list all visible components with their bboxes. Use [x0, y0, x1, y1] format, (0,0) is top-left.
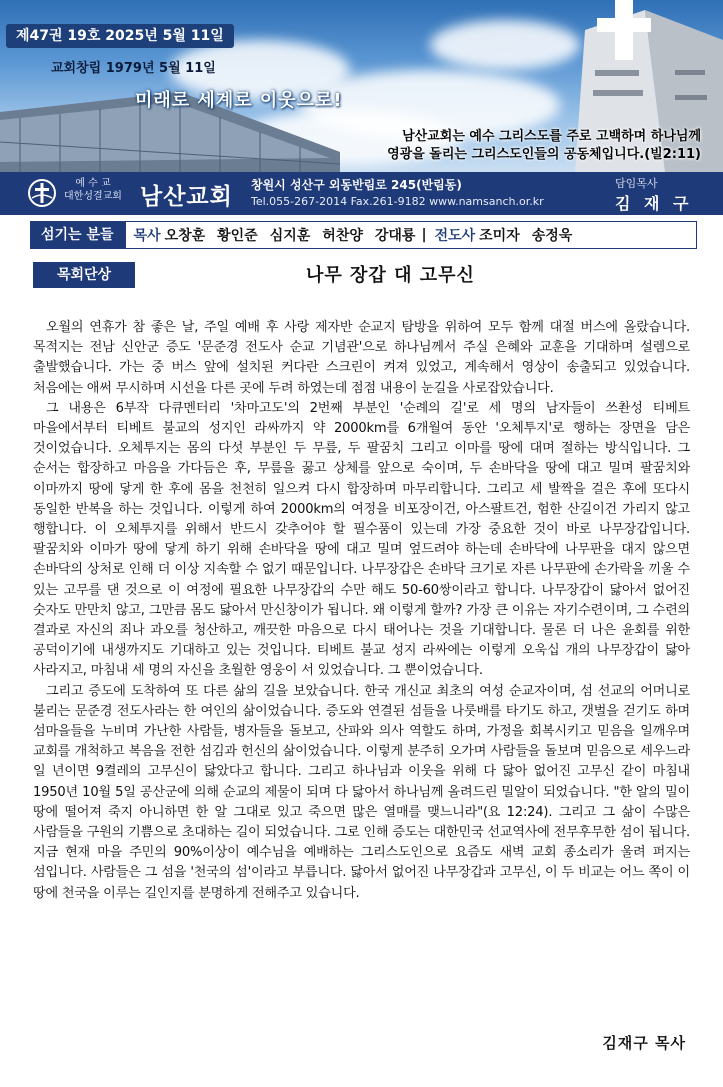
staff-name: 황인준: [217, 228, 258, 244]
denomination-line: 대한성결교회: [64, 191, 122, 202]
article-title: 나무 장갑 대 고무신: [306, 265, 475, 286]
issue-info: 제47권 19호 2025년 5월 11일: [6, 24, 234, 48]
staff-separator: |: [421, 227, 427, 243]
article-paragraph: 그 내용은 6부작 다큐멘터리 '차마고도'의 2번째 부분인 '순례의 길'로 세 명의 남자들이 쓰촨성 티베트 마을에서부터 티베트 불교의 성지인 라싸까지 약 2000km를 6개월여 동안 '오체투지'로 행하는 장면을 담은 것이었습니다. 오체투지는 몸의 다섯 부분인 두 무릎, 두 팔꿈치 그리고 이마를 땅에 대며 절하는 방식입니다. 그 순서는 합장하고 마음을 가다듬은 후, 무릎을 꿇고 상체를 앞으로 숙이며, 두 손바닥을 땅에 대고 밀며 팔꿈치와 이마까지 땅에 닿게 한 후에 몸을 천천히 일으켜 다시 합장하며 마무리합니다. 그리고 세 발짝을 걸은 후에 또다시 동일한 반복을 하는 것입니다. 이렇게 하여 2000km의 여정을 비포장이건, 아스팔트건, 험한 산길이건 가리지 않고 행합니다. 이 오체투지를 위해서 반드시 갖추어야 할 필수품이 있는데 가장 중요한 것이 바로 나무장갑입니다. 팔꿈치와 이마가 땅에 닿게 하기 위해 손바닥을 땅에 대고 밀며 엎드려야 하는데 손바닥에 나무판을 대지 않으면 손바닥의 상처로 인해 더 이상 지속할 수 없기 때문입니다. 나무장갑은 손바닥 크기로 자른 나무판에 손가락을 끼울 수 있는 고무를 댄 것으로 이 여정에 필요한 나무장갑의 수만 해도 50-60쌍이라고 합니다. 나무장갑이 닳아서 없어진 숫자도 만만치 않고, 그만큼 몸도 닳아서 만신창이가 됩니다. 왜 이렇게 할까? 가장 큰 이유는 자기수련이며, 그 수련의 결과로 자신의 죄나 과오를 청산하고, 깨끗한 마음으로 다시 태어나는 것을 기대합니다. 물론 더 나은 윤회를 위한 공덕이기에 내생까지도 기대하고 있는 것입니다. 티베트 불교 성지 라싸에는 이렇게 오욱십 개의 나무장갑이 닳아 사라지고, 마침내 세 명의 자신을 초월한 영웅이 서 있었습니다. 그 뿐이었습니다.: [33, 400, 690, 679]
staff-name: 송정욱: [531, 228, 573, 244]
staff-row: [30, 221, 697, 249]
cloud-decoration: [430, 20, 580, 70]
church-name: 남산교회: [140, 184, 233, 210]
church-info-bar: [0, 172, 723, 215]
denomination: [64, 177, 122, 203]
article-paragraph: 그리고 증도에 도착하여 또 다른 삶의 길을 보았습니다. 한국 개신교 최초의 여성 순교자이며, 섬 선교의 어머니로 불리는 문준경 전도사라는 한 여인의 삶이었습니다. 증도와 연결된 섬들을 나룻배를 타기도 하고, 갯벌을 걷기도 하며 섬마을들을 누비며 가난한 사람들, 병자들을 돌보고, 산파와 의사 역할도 하며, 가정을 회복시키고 믿음을 일깨우며 교회를 개척하고 복음을 전한 섬김과 헌신의 삶이었습니다. 이렇게 분주히 오가며 사람들을 돌보며 믿음으로 세우느라 일 년이면 9켤레의 고무신이 닳았다고 합니다. 그리고 하나님과 이웃을 위해 다 닳아 없어진 고무신 같이 마침내 1950년 10월 5일 공산군에 의해 순교의 제물이 되며 다 닳아서 하나님께 올려드린 밀알이 되었습니다. "한 알의 밀이 땅에 떨어져 죽지 아니하면 한 알 그대로 있고 죽으면 많은 열매를 맺느니라"(요 12:24). 그리고 그 삶이 수많은 사람들을 구원의 기쁨으로 초대하는 길이 되었습니다. 그로 인해 증도는 대한민국 선교역사에 전무후무한 섬이 됩니다. 지금 현재 마을 주민의 90%이상이 예수님을 예배하는 그리스도인으로 요즘도 새벽 교회 종소리가 울려 퍼지는 섬입니다. 사람들은 그 섬을 '천국의 섬'이라고 부릅니다. 닳아서 없어진 나무장갑과 고무신, 이 두 비교는 어느 쪽이 이 땅에 천국을 이루는 길인지를 분명하게 전해주고 있습니다.: [33, 683, 690, 901]
senior-pastor-title: 담임목사: [615, 177, 658, 190]
church-motto: 미래로 세계로 이웃으로!: [135, 90, 343, 111]
header-banner: [0, 0, 723, 172]
article-body: [33, 318, 690, 904]
staff-name: 심지훈: [269, 228, 311, 244]
founding-date: 교회창립 1979년 5월 11일: [51, 61, 216, 76]
church-logo-icon: [27, 178, 57, 208]
pastor-role-label: 목사: [133, 228, 161, 244]
author-signature: 김재구 목사: [602, 1034, 686, 1052]
denomination-line: 예 수 교: [75, 178, 111, 189]
senior-pastor-name: 김 재 구: [615, 194, 693, 213]
column-label: 목회단상: [33, 262, 135, 288]
evangelist-role-label: 전도사: [434, 228, 476, 244]
slogan-line: 영광을 돌리는 그리스도인들의 공동체입니다.(빌2:11): [387, 147, 701, 162]
staff-name: 강대룡: [374, 228, 416, 244]
church-contact: Tel.055-267-2014 Fax.261-9182 www.namsanch.or.kr: [251, 195, 544, 208]
church-address: 창원시 성산구 외동반림로 245(반림동): [251, 178, 462, 192]
staff-name: 허찬양: [322, 228, 363, 244]
staff-label: 섬기는 분들: [31, 222, 126, 248]
staff-name: 조미자: [479, 228, 520, 244]
staff-name: 오창훈: [164, 228, 206, 244]
church-slogan: [341, 128, 701, 164]
article-paragraph: 오월의 연휴가 참 좋은 날, 주일 예배 후 사랑 제자반 순교지 탐방을 위하여 모두 함께 대절 버스에 올랐습니다. 목적지는 전남 신안군 증도 '문준경 전도사 순교 기념관'으로 하나님께서 주실 은혜와 교훈을 기대하며 설렘으로 출발했습니다. 가는 중 버스 앞에 설치된 커다란 스크린이 켜져 있었고, 계속해서 영상이 송출되고 있었습니다. 처음에는 애써 무시하며 시선을 다른 곳에 두려 하였는데 점점 내용이 눈길을 사로잡았습니다.: [33, 320, 690, 396]
slogan-line: 남산교회는 예수 그리스도를 주로 고백하며 하나님께: [402, 129, 701, 144]
